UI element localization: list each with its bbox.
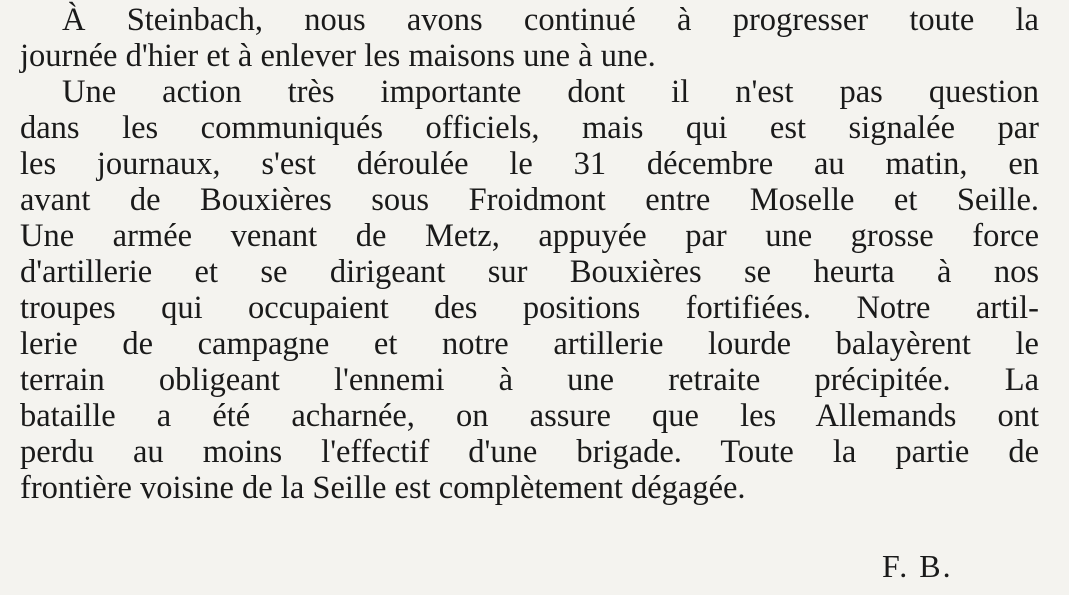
text-line: troupes qui occupaient des positions fortifiées. Notre artil-	[20, 290, 1039, 326]
text-line: lerie de campagne et notre artillerie lourde balayèrent le	[20, 326, 1039, 362]
text-line: terrain obligeant l'ennemi à une retraite précipitée. La	[20, 362, 1039, 398]
text-line: Une action très importante dont il n'est pas question	[62, 74, 1039, 110]
text-line: d'artillerie et se dirigeant sur Bouxières se heurta à nos	[20, 254, 1039, 290]
text-line: Une armée venant de Metz, appuyée par une grosse force	[20, 218, 1039, 254]
text-line: les journaux, s'est déroulée le 31 décembre au matin, en	[20, 146, 1039, 182]
text-line: bataille a été acharnée, on assure que les Allemands ont	[20, 398, 1039, 434]
text-line: À Steinbach, nous avons continué à progresser toute la	[62, 2, 1039, 38]
text-line: frontière voisine de la Seille est complètement dégagée.	[20, 470, 746, 506]
text-line: perdu au moins l'effectif d'une brigade. Toute la partie de	[20, 434, 1039, 470]
text-line: dans les communiqués officiels, mais qui est signalée par	[20, 110, 1039, 146]
article-body	[20, 2, 1039, 506]
text-line: avant de Bouxières sous Froidmont entre Moselle et Seille.	[20, 182, 1039, 218]
text-line: journée d'hier et à enlever les maisons une à une.	[20, 38, 656, 74]
author-signature: F. B.	[882, 548, 953, 584]
